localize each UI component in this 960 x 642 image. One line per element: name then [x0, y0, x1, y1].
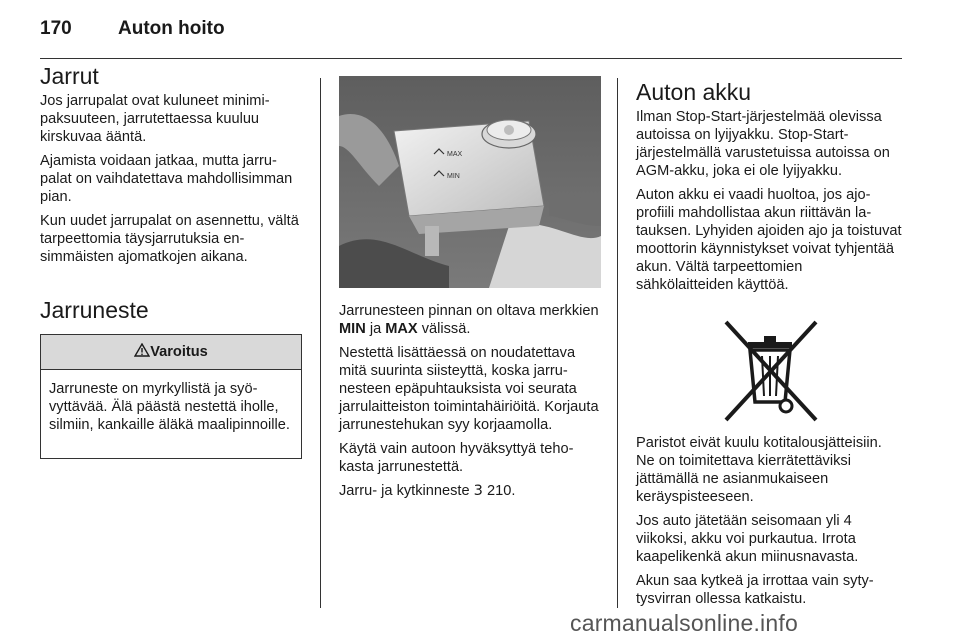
paragraph: Nestettä lisättäessä on noudatettava mitä suurinta siisteyttä, koska jarrunesteen epäpuhtauksista voi seurata jarrulaitteiston toimintahäiriöitä. Korjauta jarrunestehukan syy korjaamolla. — [339, 345, 599, 433]
warning-title: Varoitus — [150, 344, 208, 360]
paragraph: Ajamista voidaan jatkaa, mutta jarrupalat on vaihdatettava mahdollisimman pian. — [40, 153, 293, 205]
warning-triangle-icon — [134, 343, 150, 357]
crossed-out-wheelie-bin-icon — [712, 316, 830, 426]
text-run: välissä. — [417, 321, 471, 337]
heading-auton-akku: Auton akku — [636, 79, 752, 105]
brake-fluid-reservoir-photo — [339, 76, 601, 288]
paragraph: Ilman Stop-Start-järjestelmää olevissa autoissa on lyijyakku. Stop-Start-järjestelmällä varustetuissa autoissa on AGM-akku, joka ei ole lyijyakku. — [636, 109, 890, 179]
min-marker-label: MIN — [447, 173, 460, 180]
paragraph: Akun saa kytkeä ja irrottaa vain sytytysvirran ollessa katkaistu. — [636, 573, 874, 607]
page-reference-arrow-icon: 3 — [473, 482, 483, 499]
header-divider — [40, 58, 902, 59]
page-header — [40, 12, 920, 52]
paragraph: Paristot eivät kuulu kotitalousjätteisiin. Ne on toimitettava kierrätettäviksi jättämällä ne asianmukaiseen keräyspisteeseen. — [636, 435, 882, 505]
watermark: carmanualsonline.info — [570, 610, 798, 636]
paragraph: Auton akku ei vaadi huoltoa, jos ajoprofiili mahdollistaa akun riittävän latauksen. Lyhyiden ajoiden ajo ja toistuvat moottorin käynnistykset voivat tyhjentää akun. Vältä tarpeettomien sähkölaitteiden käyttöä. — [636, 187, 902, 293]
paragraph: Jos auto jätetään seisomaan yli 4 viikoksi, akku voi purkautua. Irrota kaapelikenkä akun miinusnavasta. — [636, 513, 859, 565]
text-run: Jarru- ja kytkinneste — [339, 483, 474, 499]
brakes-text — [40, 92, 302, 272]
brake-fluid-text — [339, 302, 601, 506]
page-title: Auton hoito — [118, 18, 225, 39]
warning-header — [41, 335, 301, 370]
max-marker-label: MAX — [447, 151, 463, 158]
battery-text-bottom — [636, 434, 902, 614]
max-keyword: MAX — [385, 321, 418, 337]
battery-text-top — [636, 108, 902, 300]
paragraph — [339, 482, 601, 500]
min-keyword: MIN — [339, 321, 366, 337]
column-divider-1 — [320, 78, 321, 608]
heading-jarruneste: Jarruneste — [40, 297, 149, 323]
text-run: Jarrunesteen pinnan on oltava merkkien — [339, 303, 599, 319]
page-reference: 210. — [482, 483, 516, 499]
page-number: 170 — [40, 18, 72, 39]
column-divider-2 — [617, 78, 618, 608]
heading-jarrut: Jarrut — [40, 63, 99, 89]
paragraph: Käytä vain autoon hyväksyttyä tehokasta jarrunestettä. — [339, 441, 574, 475]
paragraph: Kun uudet jarrupalat on asennettu, vältä tarpeettomia täysjarrutuksia ensimmäisten ajomatkojen aikana. — [40, 213, 299, 265]
text-run: ja — [365, 321, 386, 337]
paragraph — [339, 302, 601, 338]
paragraph: Jos jarrupalat ovat kuluneet minimipaksuuteen, jarrutettaessa kuuluu kirskuvaa ääntä. — [40, 93, 270, 145]
warning-text: Jarruneste on myrkyllistä ja syövyttävää. Älä päästä nestettä iholle, silmiin, kankaille äläkä maalipinnoille. — [49, 381, 290, 433]
warning-box — [40, 334, 302, 459]
